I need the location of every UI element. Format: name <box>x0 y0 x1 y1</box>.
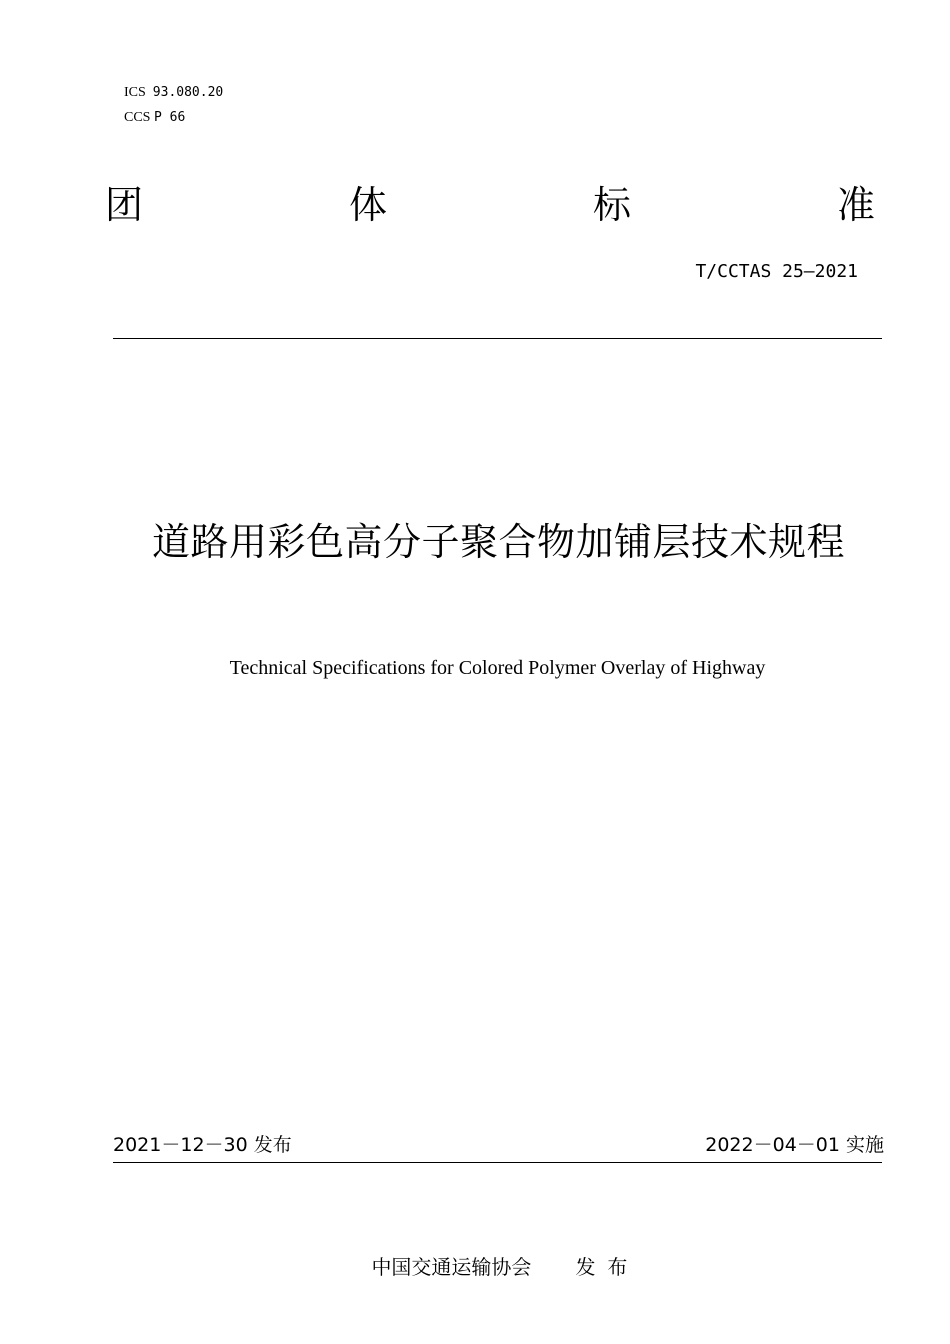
publisher-line <box>346 1228 639 1306</box>
document-title-chinese: 道路用彩色高分子聚合物加铺层技术规程 <box>151 520 845 564</box>
standard-type-char: 体 <box>348 183 387 227</box>
implementation-date: 2022－04－01 实施 <box>705 1134 884 1156</box>
ics-code: 93.080.20 <box>152 85 224 100</box>
standard-type-char: 团 <box>105 183 144 227</box>
standard-type-heading <box>105 182 875 228</box>
issue-date: 2021－12－30 发布 <box>113 1134 292 1156</box>
ccs-classification <box>110 91 185 145</box>
top-divider <box>113 338 882 339</box>
bottom-divider <box>113 1162 882 1163</box>
publisher-action: 发布 <box>575 1255 640 1279</box>
ccs-code: P 66 <box>153 110 186 125</box>
standard-number: T/CCTAS 25—2021 <box>695 261 858 282</box>
document-title-english: Technical Specifications for Colored Polymer Overlay of Highway <box>229 657 766 679</box>
standard-type-char: 标 <box>592 183 631 227</box>
publisher-name: 中国交通运输协会 <box>371 1255 532 1279</box>
ics-label: ICS <box>124 85 146 100</box>
standard-type-char: 准 <box>836 183 875 227</box>
ccs-label: CCS <box>124 110 151 125</box>
